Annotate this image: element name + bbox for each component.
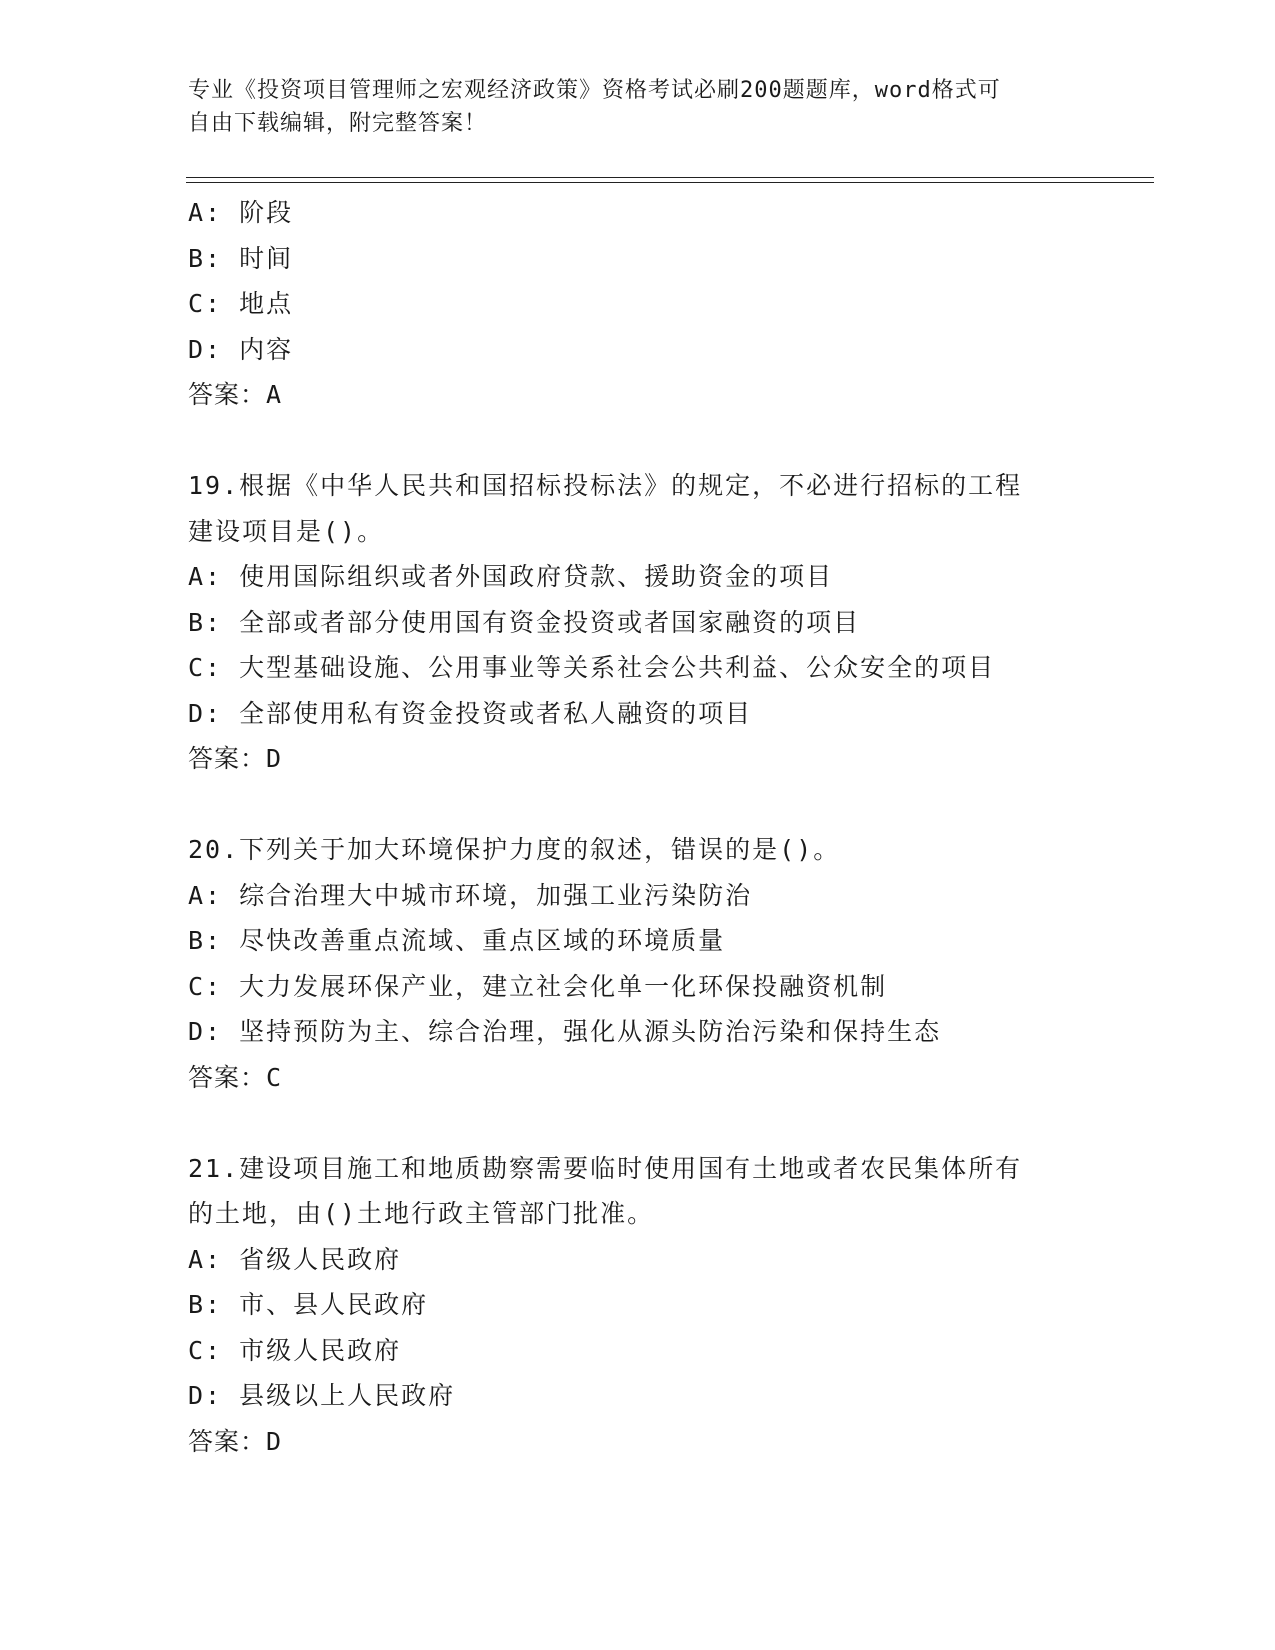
option-b: B: 尽快改善重点流域、重点区域的环境质量 [188,926,726,955]
answer-line [188,736,1148,782]
option-a: A: 省级人民政府 [188,1244,402,1274]
option-a: A: 阶段 [188,198,294,227]
spacer [188,418,1148,464]
answer-label: 答案： [188,1426,267,1456]
option-a: A: 使用国际组织或者外国政府贷款、援助资金的项目 [188,562,834,591]
header-divider-bottom [186,182,1154,183]
option-c: C: 地点 [188,289,294,318]
option-b: B: 全部或者部分使用国有资金投资或者国家融资的项目 [188,607,861,637]
answer-line [188,1055,1148,1101]
answer-value: D [266,1426,284,1456]
question-stem-line-1: 19.根据《中华人民共和国招标投标法》的规定，不必进行招标的工程 [188,471,1023,500]
answer-value: C [266,1062,284,1092]
answer-line [188,372,1148,418]
option-c: C: 市级人民政府 [188,1335,402,1365]
answer-line [188,1419,1148,1465]
question-21 [188,1146,1148,1465]
answer-value: A [266,380,284,409]
option-a: A: 综合治理大中城市环境，加强工业污染防治 [188,880,753,910]
answer-value: D [266,744,284,773]
question-stem-line-1: 20.下列关于加大环境保护力度的叙述，错误的是()。 [188,835,841,864]
header-line-2: 自由下载编辑，附完整答案！ [188,111,488,136]
question-19 [188,463,1148,782]
question-20 [188,827,1148,1100]
option-d: D: 内容 [188,334,294,364]
option-d: D: 全部使用私有资金投资或者私人融资的项目 [188,698,753,728]
question-18 [188,190,1148,418]
option-b: B: 时间 [188,243,294,273]
question-stem-line-1: 21.建设项目施工和地质勘察需要临时使用国有土地或者农民集体所有 [188,1153,1023,1183]
question-list [188,190,1148,1464]
header-divider-top [186,177,1154,178]
answer-label: 答案： [188,380,267,409]
question-stem-line-2: 的土地，由()土地行政主管部门批准。 [188,1199,655,1228]
option-d: D: 县级以上人民政府 [188,1381,456,1410]
answer-label: 答案： [188,744,267,773]
document-header [188,74,1068,140]
header-line-1: 专业《投资项目管理师之宏观经济政策》资格考试必刷200题题库，word格式可 [188,78,1001,103]
spacer [188,1100,1148,1146]
option-b: B: 市、县人民政府 [188,1290,429,1319]
option-c: C: 大力发展环保产业，建立社会化单一化环保投融资机制 [188,971,888,1001]
option-d: D: 坚持预防为主、综合治理，强化从源头防治污染和保持生态 [188,1017,942,1046]
option-c: C: 大型基础设施、公用事业等关系社会公共利益、公众安全的项目 [188,653,996,682]
spacer [188,782,1148,828]
answer-label: 答案： [188,1062,267,1092]
question-stem-line-2: 建设项目是()。 [188,516,385,546]
